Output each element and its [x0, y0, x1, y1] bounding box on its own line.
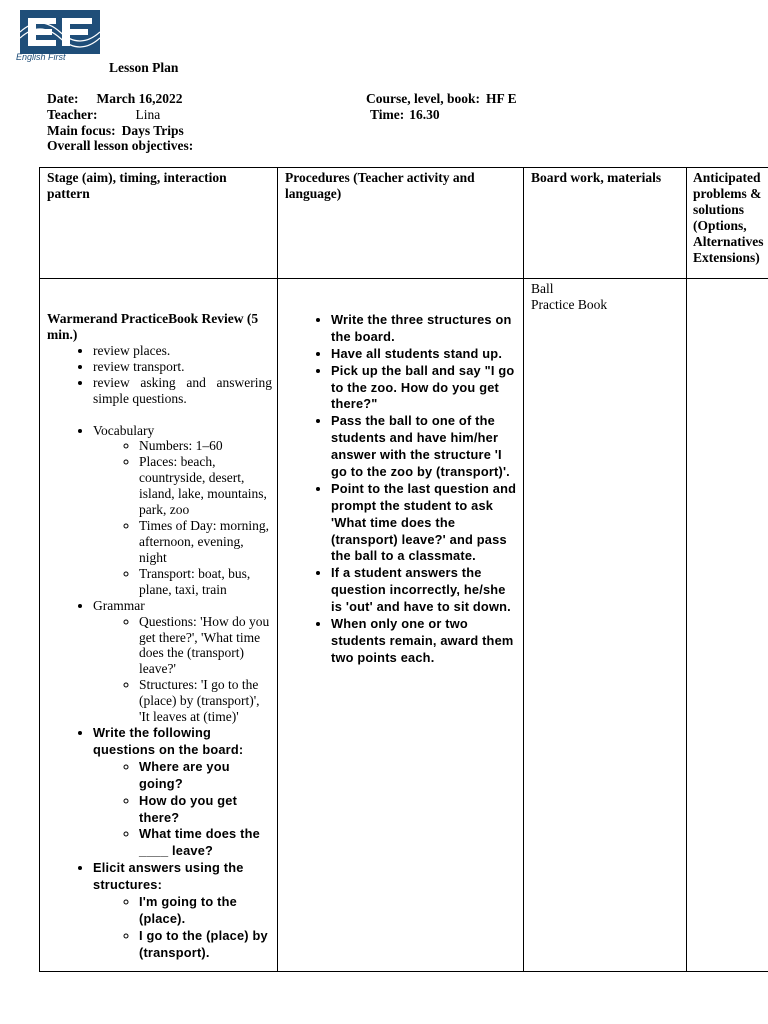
header-stage: Stage (aim), timing, interaction pattern [40, 168, 278, 279]
lesson-plan-table [39, 167, 768, 972]
procedures-cell [278, 279, 524, 972]
material-ball: Ball [531, 281, 554, 296]
date-label: Date: [47, 91, 79, 106]
focus-label: Main focus: [47, 123, 116, 138]
table-header-row [40, 168, 768, 279]
table-body-row [40, 279, 768, 972]
vocabulary-label: Vocabulary [93, 422, 155, 438]
list-item: • Have all students stand up. [331, 346, 518, 363]
teacher-value: Lina [135, 107, 161, 122]
logo-caption: English First [16, 52, 66, 62]
list-item: ◦ Structures: 'I go to the (place) by (transport)', 'It leaves at (time)' [139, 677, 272, 725]
objectives-line [47, 138, 193, 154]
material-practice-book: Practice Book [531, 296, 608, 312]
teacher-line [47, 107, 160, 123]
list-item: ◦ I'm going to the (place). [139, 894, 272, 928]
ef-logo-mark [20, 10, 100, 54]
stage-cell [40, 279, 278, 972]
procedures-list [285, 312, 518, 667]
write-list [93, 759, 272, 860]
header-procedures: Procedures (Teacher activity and language) [278, 168, 524, 279]
grammar-item [93, 598, 272, 725]
header-board-work: Board work, materials [524, 168, 687, 279]
course-value: HF E [486, 91, 517, 106]
time-label: Time: [370, 107, 405, 122]
course-line [366, 91, 517, 107]
grammar-list [93, 614, 272, 725]
list-item: ◦ What time does the ____ leave? [139, 826, 272, 860]
time-line [370, 107, 440, 123]
time-value: 16.30 [409, 107, 440, 122]
list-item: • Pick up the ball and say "I go to the zoo. How do you get there?" [331, 363, 518, 414]
elicit-item [93, 860, 272, 961]
list-item: ◦ How do you get there? [139, 793, 272, 827]
list-item: ◦ Numbers: 1–60 [139, 438, 272, 454]
vocabulary-item [93, 423, 272, 598]
vocabulary-list [93, 438, 272, 597]
write-item [93, 725, 272, 860]
list-item: ◦ Where are you going? [139, 759, 272, 793]
focus-line [47, 123, 184, 139]
ef-logo [16, 10, 102, 66]
stage-title: Warmerand PracticeBook Review (5 min.) [47, 311, 259, 342]
list-item: • review places. [93, 343, 272, 359]
list-item: • review asking and answering simple questions. [93, 375, 272, 407]
list-item: • If a student answers the question incorrectly, he/she is 'out' and have to sit down. [331, 565, 518, 616]
grammar-label: Grammar [93, 597, 145, 613]
document-title: Lesson Plan [109, 60, 179, 75]
list-item: • Point to the last question and prompt the student to ask 'What time does the (transport) leave?' and pass the ball to a classmate. [331, 481, 518, 565]
list-item: • review transport. [93, 359, 272, 375]
list-item: • When only one or two students remain, award them two points each. [331, 616, 518, 667]
review-list [47, 343, 272, 962]
objectives-label: Overall lesson objectives: [47, 138, 194, 153]
anticipated-cell [687, 279, 768, 972]
list-item: ◦ Transport: boat, bus, plane, taxi, train [139, 566, 272, 598]
list-item: • Pass the ball to one of the students and have him/her answer with the structure 'I go to the zoo by (transport)'. [331, 413, 518, 481]
teacher-label: Teacher: [47, 107, 98, 122]
write-label: Write the following questions on the board: [93, 725, 244, 757]
list-item: ◦ Questions: 'How do you get there?', 'What time does the (transport) leave?' [139, 614, 272, 678]
focus-value: Days Trips [121, 123, 184, 138]
list-item: ◦ I go to the (place) by (transport). [139, 928, 272, 962]
elicit-label: Elicit answers using the structures: [93, 860, 244, 893]
date-value: March 16,2022 [96, 91, 183, 106]
elicit-list [93, 894, 272, 962]
list-item: ◦ Places: beach, countryside, desert, island, lake, mountains, park, zoo [139, 454, 272, 518]
header-anticipated: Anticipated problems & solutions (Options, Alternatives Extensions) [687, 168, 768, 279]
date-line [47, 91, 182, 107]
course-label: Course, level, book: [366, 91, 480, 106]
materials-cell [524, 279, 687, 972]
list-item: • Write the three structures on the board. [331, 312, 518, 346]
list-item: ◦ Times of Day: morning, afternoon, evening, night [139, 518, 272, 566]
